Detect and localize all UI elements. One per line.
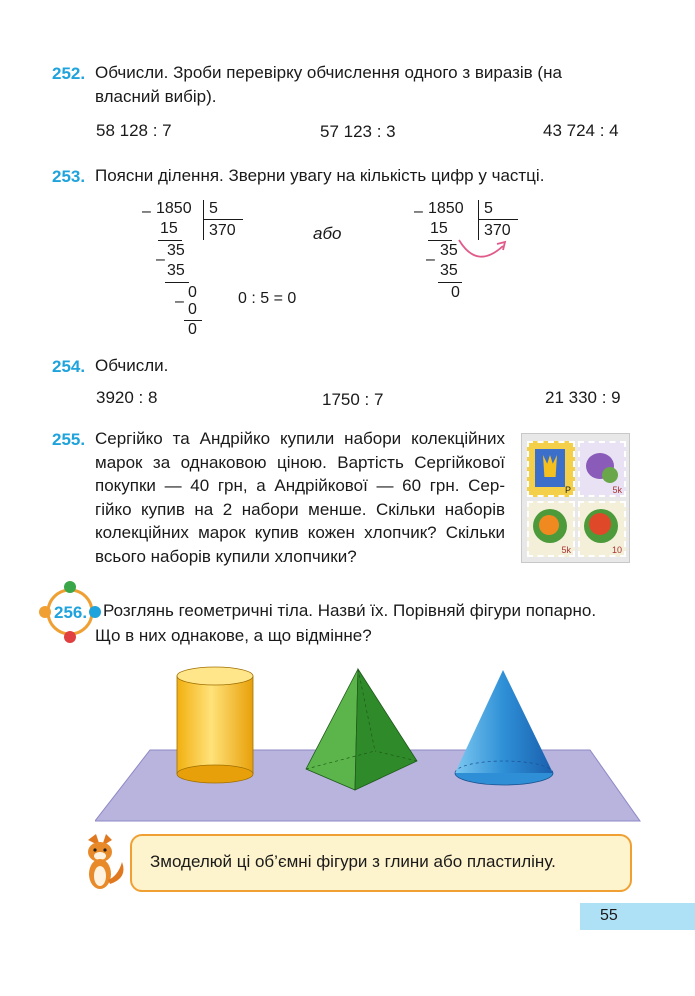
fox-icon	[78, 832, 130, 894]
rule-1	[158, 240, 182, 241]
stamp-label: 10	[611, 545, 622, 555]
minus-sign: –	[175, 293, 184, 310]
rule-1	[428, 240, 452, 241]
page-number: 55	[600, 907, 618, 924]
text-line: колекційних марок купив кожен хлопчик? Скільки	[95, 523, 505, 542]
stamp-red-flower	[578, 501, 626, 557]
stamp-label: P	[564, 485, 571, 495]
remainder-2: 0	[451, 284, 460, 301]
quotient-line	[478, 219, 518, 220]
check-equation: 0 : 5 = 0	[238, 290, 297, 307]
subtrahend-1: 15	[160, 220, 178, 237]
quotient: 370	[209, 222, 236, 239]
page-number-bar	[580, 903, 695, 930]
minus-sign: –	[142, 203, 151, 220]
quotient-line	[203, 219, 243, 220]
stamp-trident	[527, 441, 575, 497]
division-bar	[203, 200, 204, 240]
rule-2	[438, 282, 462, 283]
expression-2: 1750 : 7	[322, 390, 384, 409]
divisor: 5	[484, 200, 493, 217]
expression-2: 57 123 : 3	[320, 122, 396, 141]
exercise-256-number: 256.	[54, 603, 88, 622]
geometric-solids-illustration	[95, 665, 645, 825]
subtrahend-1: 15	[430, 220, 448, 237]
minus-sign: –	[156, 251, 165, 268]
rule-2	[165, 282, 189, 283]
remainder-3: 0	[188, 321, 197, 338]
subtrahend-3: 0	[188, 301, 197, 318]
or-label: або	[313, 224, 342, 243]
text-line: Сергійко та Андрійко купили набори колекційних	[95, 429, 505, 448]
exercise-255-number: 255.	[52, 430, 86, 449]
exercise-253-text: Поясни ділення. Зверни увагу на кількість цифр у частці.	[95, 166, 545, 185]
exercise-254-text: Обчисли.	[95, 356, 169, 375]
exercise-252-text-line1: Обчисли. Зроби перевірку обчислення одного з виразів (на	[95, 63, 562, 82]
remainder-1: 35	[440, 242, 458, 259]
exercise-254-number: 254.	[52, 357, 86, 376]
exercise-252-text-line2: власний вибір).	[95, 87, 217, 106]
cylinder-shape	[177, 667, 253, 783]
tip-text: Змоделюй ці об’ємні фігури з глини або пластиліну.	[150, 852, 556, 871]
divisor: 5	[209, 200, 218, 217]
expression-1: 3920 : 8	[96, 388, 158, 407]
exercise-256-text-line2: Що в них однакове, а що відмінне?	[95, 626, 372, 645]
exercise-255-text	[95, 427, 505, 568]
tip-box	[130, 834, 632, 892]
remainder-2: 0	[188, 284, 197, 301]
stamp-violet-flower	[578, 441, 626, 497]
text-line: покупки — 40 грн, а Андрійкової — 60 грн. Сер-	[95, 476, 505, 495]
exercise-253-number: 253.	[52, 167, 86, 186]
minus-sign: –	[414, 203, 423, 220]
stamp-orange-flower	[527, 501, 575, 557]
remainder-1: 35	[167, 242, 185, 259]
exercise-256-text-line1: Розглянь геометричні тіла. Назви́ їх. Порівняй фігури попарно.	[103, 601, 597, 620]
cone-shape	[455, 670, 553, 785]
stamps-picture	[521, 433, 630, 563]
stamp-label: 5k	[561, 545, 571, 555]
text-line: всього наборів купили хлопчики?	[95, 546, 357, 566]
dividend: 1850	[156, 200, 192, 217]
carry-arrow-icon	[455, 232, 515, 272]
exercise-252-number: 252.	[52, 64, 86, 83]
quotient: 370	[484, 222, 511, 239]
dividend: 1850	[428, 200, 464, 217]
subtrahend-2: 35	[167, 262, 185, 279]
stamp-label: 5k	[612, 485, 622, 495]
minus-sign: –	[426, 251, 435, 268]
text-line: гійко купив на 2 набори менше. Скільки наборів	[95, 499, 505, 519]
subtrahend-2: 35	[440, 262, 458, 279]
text-line: марок за однаковою ціною. Вартість Сергійкової	[95, 452, 505, 472]
expression-3: 21 330 : 9	[545, 388, 621, 407]
expression-3: 43 724 : 4	[543, 121, 619, 140]
expression-1: 58 128 : 7	[96, 121, 172, 140]
